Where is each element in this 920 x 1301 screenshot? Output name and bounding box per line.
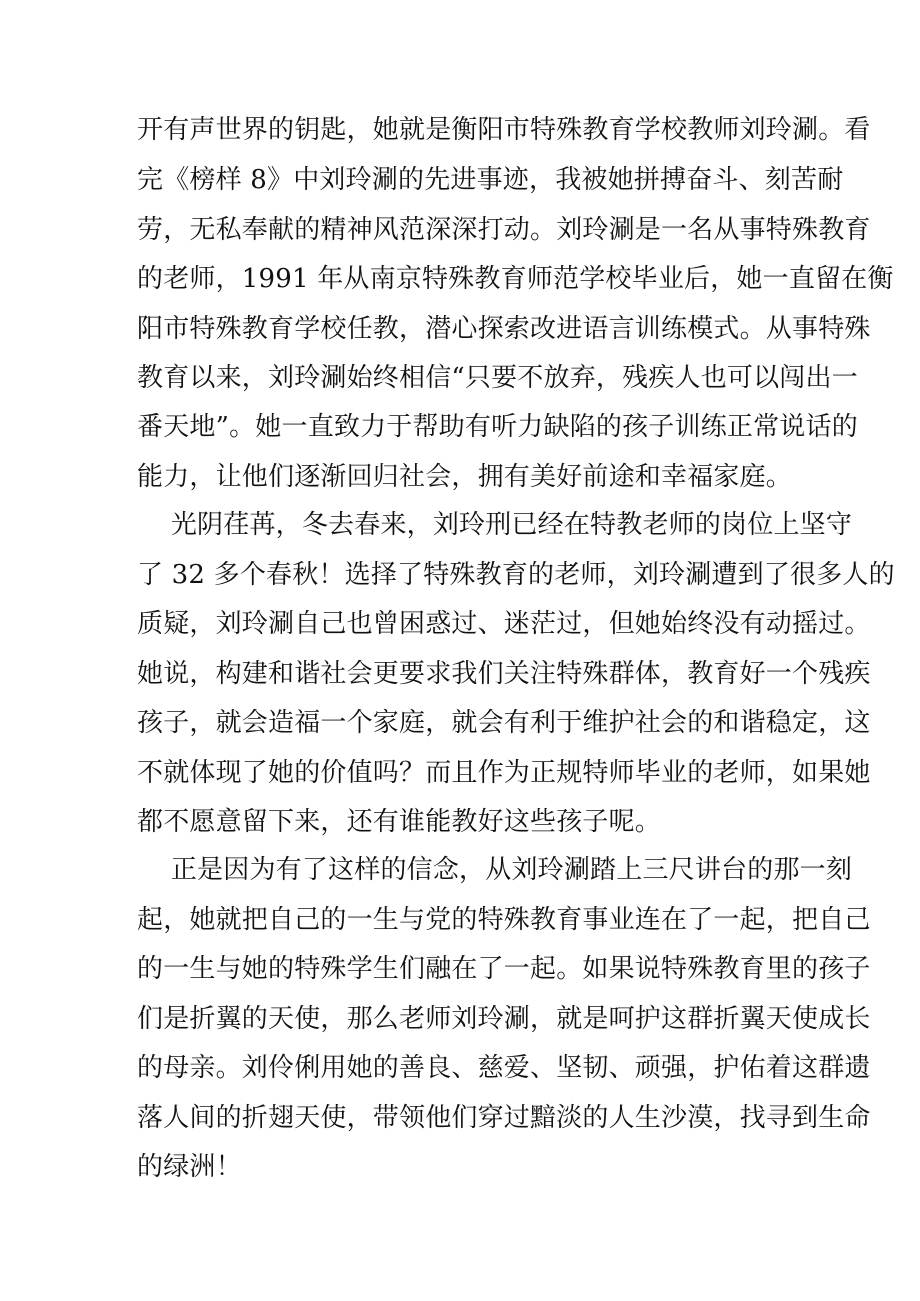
text-line: 的老师，1991 年从南京特殊教育师范学校毕业后，她一直留在衡 <box>137 264 894 294</box>
text-line: 都不愿意留下来，还有谁能教好这些孩子呢。 <box>137 807 662 837</box>
text-line: 教育以来，刘玲涮始终相信“只要不放弃，残疾人也可以闯出一 <box>137 363 858 393</box>
text-line: 她说，构建和谐社会更要求我们关注特殊群体，教育好一个残疾 <box>137 659 871 689</box>
text-line: 不就体现了她的价值吗？而且作为正规特师毕业的老师，如果她 <box>137 758 871 788</box>
text-line: 劳，无私奉献的精神风范深深打动。刘玲涮是一名从事特殊教育 <box>137 215 871 245</box>
text-line: 起，她就把自己的一生与党的特殊教育事业连在了一起，把自己 <box>137 905 871 935</box>
text-line: 孩子，就会造福一个家庭，就会有利于维护社会的和谐稳定，这 <box>137 708 871 738</box>
text-line: 的母亲。刘伶俐用她的善良、慈爱、坚韧、顽强，护佑着这群遗 <box>137 1053 871 1083</box>
text-line: 光阴荏苒，冬去春来，刘玲刑已经在特教老师的岗位上坚守 <box>137 510 853 540</box>
text-line: 正是因为有了这样的信念，从刘玲涮踏上三尺讲台的那一刻 <box>137 855 853 885</box>
text-line: 了 32 多个春秋！选择了特殊教育的老师，刘玲涮遭到了很多人的 <box>137 560 895 590</box>
text-line: 番天地”。她一直致力于帮助有听力缺陷的孩子训练正常说话的 <box>137 412 858 442</box>
text-line: 的绿洲！ <box>137 1152 242 1182</box>
text-line: 完《榜样 8》中刘玲涮的先进事迹，我被她拼搏奋斗、刻苦耐 <box>137 165 844 195</box>
text-line: 的一生与她的特殊学生们融在了一起。如果说特殊教育里的孩子 <box>137 954 871 984</box>
text-line: 们是折翼的天使，那么老师刘玲涮，就是呵护这群折翼天使成长 <box>137 1004 871 1034</box>
text-line: 质疑，刘玲涮自己也曾困惑过、迷茫过，但她始终没有动摇过。 <box>137 609 871 639</box>
text-line: 能力，让他们逐渐回归社会，拥有美好前途和幸福家庭。 <box>137 462 793 492</box>
text-line: 阳市特殊教育学校任教，潜心探索改进语言训练模式。从事特殊 <box>137 314 871 344</box>
text-line: 落人间的折翅天使，带领他们穿过黯淡的人生沙漠，找寻到生命 <box>137 1103 871 1133</box>
text-line: 开有声世界的钥匙，她就是衡阳市特殊教育学校教师刘玲涮。看 <box>137 115 871 145</box>
